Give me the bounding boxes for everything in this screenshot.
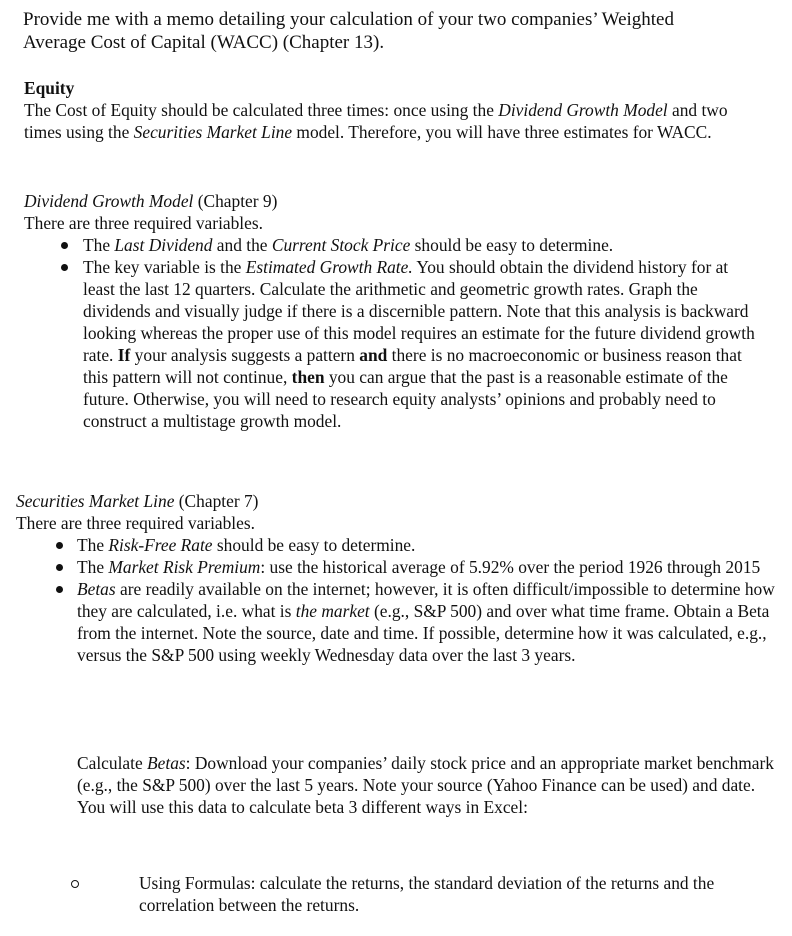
equity-paragraph xyxy=(24,99,764,143)
emphasis: Betas xyxy=(147,753,186,773)
hollow-bullet-icon xyxy=(71,880,79,888)
dgm-title xyxy=(24,190,764,212)
equity-heading: Equity xyxy=(24,78,75,98)
text: and the xyxy=(212,235,272,255)
emphasis: Betas xyxy=(77,579,116,599)
bold-text: If xyxy=(117,345,131,365)
emphasis: the market xyxy=(295,601,370,621)
text: Using Formulas: calculate the returns, the standard deviation of the returns and the correlation between the returns. xyxy=(139,873,715,915)
list-item xyxy=(24,256,764,432)
text: are readily available on the internet; however, it is often difficult/impossible to determine how they are calculated, i.e. what is xyxy=(77,579,775,621)
text: The xyxy=(77,557,109,577)
intro-line-2: Average Cost of Capital (WACC) (Chapter 13). xyxy=(23,32,385,53)
text: The xyxy=(77,535,109,555)
text: The Cost of Equity should be calculated three times: once using the xyxy=(24,100,499,120)
text: (Chapter 7) xyxy=(174,491,259,511)
dgm-intro: There are three required variables. xyxy=(24,213,263,233)
text: there is no macroeconomic or business reason that this pattern will not continue, xyxy=(83,345,742,387)
list-item xyxy=(16,578,776,666)
text: : Download your companies’ daily stock price and an appropriate market benchmark (e.g., the S&P 500) over the last 5 years. Note your source (Yahoo Finance can be used) and date. You will use this data to calculate beta 3 different ways in Excel: xyxy=(77,753,774,817)
emphasis: Estimated Growth Rate. xyxy=(245,257,413,277)
sml-intro: There are three required variables. xyxy=(16,513,255,533)
bold-text: then xyxy=(291,367,325,387)
calculate-betas-paragraph xyxy=(77,752,777,818)
emphasis: Dividend Growth Model xyxy=(24,191,194,211)
list-item xyxy=(16,534,776,556)
emphasis: Risk-Free Rate xyxy=(108,535,213,555)
text: : use the historical average of 5.92% over the period 1926 through 2015 xyxy=(260,557,761,577)
bullet-icon xyxy=(56,564,63,571)
securities-market-line-section xyxy=(16,490,776,666)
text: You should obtain the dividend history for at least the last 12 quarters. Calculate the arithmetic and geometric growth rates. Graph the dividends and visually judge if there is a discernible pattern. Note that this analysis is backward looking whereas the proper use of this model requires an estimate for the future dividend growth rate. xyxy=(83,257,755,365)
bullet-icon xyxy=(56,542,63,549)
sub-bullet-list xyxy=(77,872,777,916)
list-item xyxy=(16,556,776,578)
bold-text: and xyxy=(359,345,388,365)
sml-bullet-list xyxy=(16,534,776,666)
emphasis: Securities Market Line xyxy=(133,122,293,142)
beta-methods-list xyxy=(77,872,777,916)
emphasis: Last Dividend xyxy=(114,235,213,255)
sml-title xyxy=(16,490,776,512)
bullet-icon xyxy=(61,264,68,271)
text: your analysis suggests a pattern xyxy=(130,345,360,365)
text: Calculate xyxy=(77,753,148,773)
text: you can argue that the past is a reasonable estimate of the future. Otherwise, you will need to research equity analysts’ opinions and probably need to construct a multistage growth model. xyxy=(83,367,728,431)
text: should be easy to determine. xyxy=(410,235,614,255)
list-item xyxy=(77,872,777,916)
bullet-icon xyxy=(56,586,63,593)
intro-line-1: Provide me with a memo detailing your calculation of your two companies’ Weighted xyxy=(23,9,674,30)
emphasis: Current Stock Price xyxy=(271,235,411,255)
list-item xyxy=(24,234,764,256)
text: The xyxy=(83,235,115,255)
memo-intro xyxy=(23,8,783,54)
text: should be easy to determine. xyxy=(212,535,416,555)
text: model. Therefore, you will have three estimates for WACC. xyxy=(292,122,712,142)
dividend-growth-model-section xyxy=(24,190,764,432)
bullet-icon xyxy=(61,242,68,249)
text: (Chapter 9) xyxy=(193,191,278,211)
emphasis: Dividend Growth Model xyxy=(498,100,668,120)
text: The key variable is the xyxy=(83,257,246,277)
text: (e.g., S&P 500) and over what time frame. Obtain a Beta from the internet. Note the source, date and time. If possible, determine how it was calculated, e.g., versus the S&P 500 using weekly Wednesday data over the last 3 years. xyxy=(77,601,770,665)
dgm-bullet-list xyxy=(24,234,764,432)
emphasis: Market Risk Premium xyxy=(108,557,261,577)
equity-section xyxy=(24,77,764,143)
text: and two times using the xyxy=(24,100,728,142)
emphasis: Securities Market Line xyxy=(16,491,175,511)
